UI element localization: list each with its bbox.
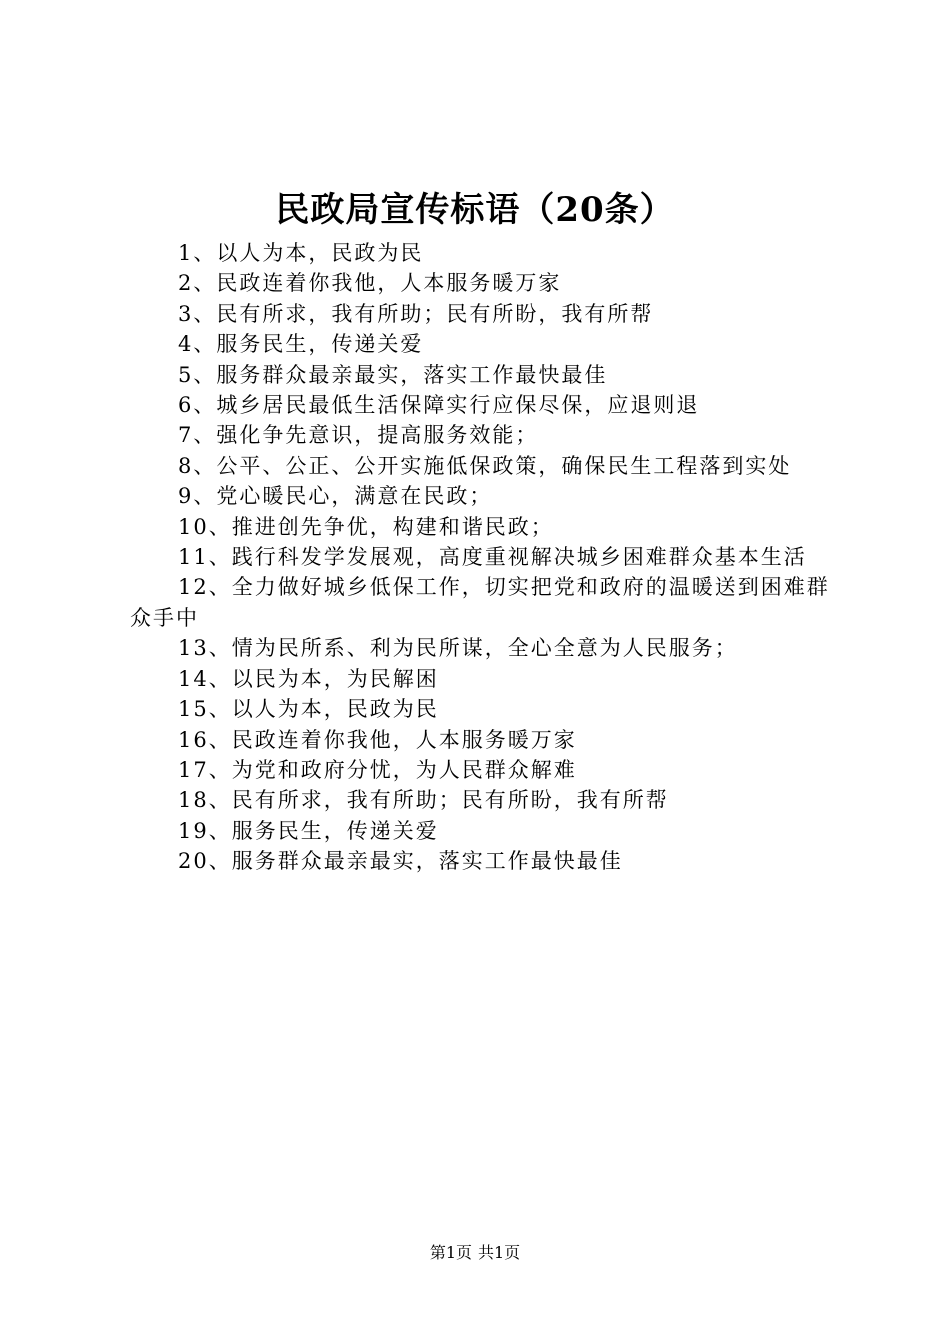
list-item: 2、民政连着你我他，人本服务暖万家 (178, 271, 562, 296)
list-item: 11、践行科发学发展观，高度重视解决城乡困难群众基本生活 (178, 545, 807, 570)
list-item: 18、民有所求，我有所助；民有所盼，我有所帮 (178, 788, 669, 813)
list-item: 7、强化争先意识，提高服务效能； (178, 423, 539, 448)
list-item: 9、党心暖民心，满意在民政； (178, 484, 493, 509)
list-item: 4、服务民生，传递关爱 (178, 332, 424, 357)
page-title: 民政局宣传标语（20条） (275, 190, 675, 230)
list-item: 12、全力做好城乡低保工作，切实把党和政府的温暖送到困难群众手中 (130, 575, 830, 630)
list-item: 19、服务民生，传递关爱 (178, 818, 439, 843)
list-item: 13、情为民所系、利为民所谋，全心全意为人民服务； (178, 636, 738, 661)
list-item: 5、服务群众最亲最实，落实工作最快最佳 (178, 362, 608, 387)
list-item: 1、以人为本，民政为民 (178, 241, 424, 265)
slogan-list (130, 238, 834, 877)
list-item: 20、服务群众最亲最实，落实工作最快最佳 (178, 849, 623, 874)
page-footer (0, 1242, 950, 1264)
list-item: 8、公平、公正、公开实施低保政策，确保民生工程落到实处 (178, 453, 792, 478)
list-item: 3、民有所求，我有所助；民有所盼，我有所帮 (178, 301, 654, 326)
list-item: 16、民政连着你我他，人本服务暖万家 (178, 727, 577, 752)
page-number: 第1页 (429, 1243, 472, 1262)
list-item: 6、城乡居民最低生活保障实行应保尽保，应退则退 (178, 393, 700, 418)
list-item: 10、推进创先争优，构建和谐民政； (178, 514, 554, 539)
list-item: 17、为党和政府分忧，为人民群众解难 (178, 757, 577, 782)
list-item: 14、以民为本，为民解困 (178, 666, 439, 691)
list-item: 15、以人为本，民政为民 (178, 697, 439, 722)
page-total: 共1页 (478, 1243, 521, 1262)
